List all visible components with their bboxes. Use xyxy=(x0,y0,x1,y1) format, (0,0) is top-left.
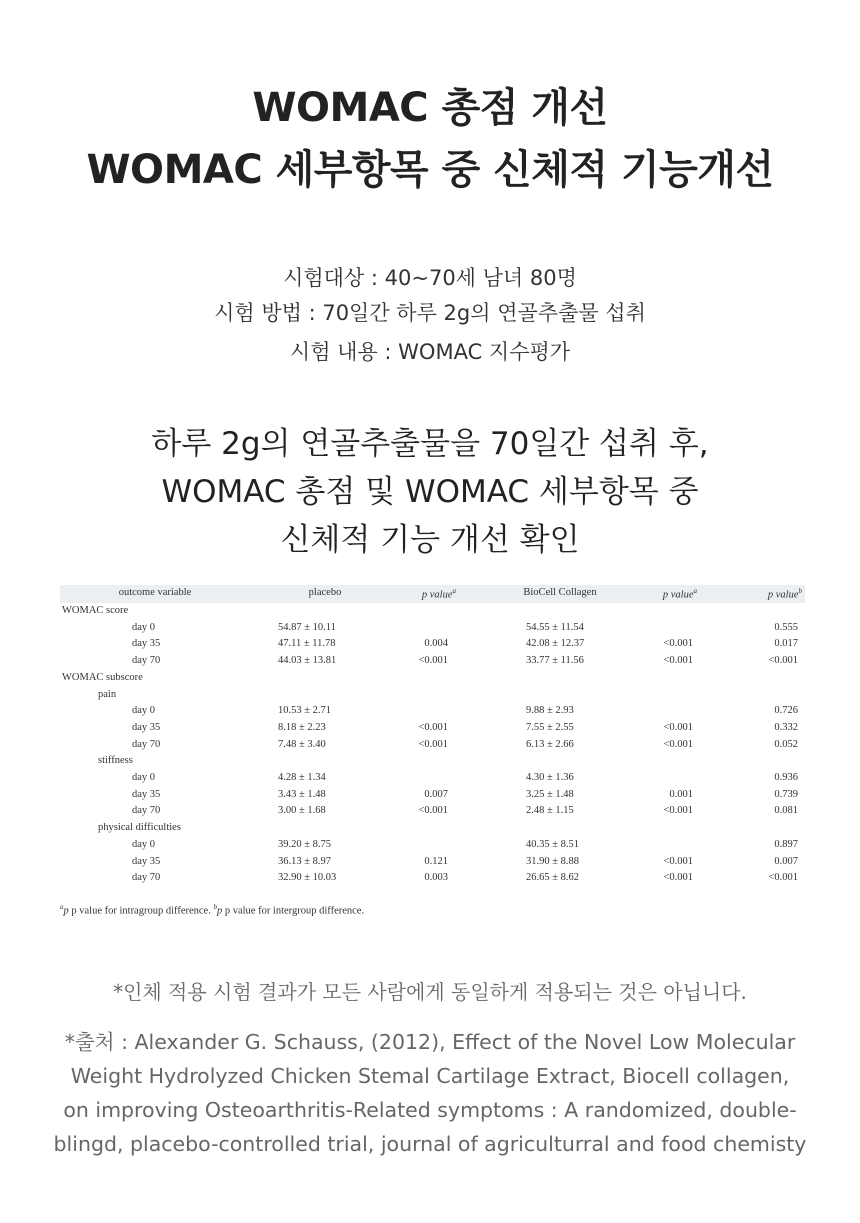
p-value-intergroup: 0.897 xyxy=(774,838,798,850)
header-outcome-variable: outcome variable xyxy=(118,587,192,598)
p-value-intergroup: 0.052 xyxy=(774,738,798,750)
table-footnote: $^a$p p value for intragroup difference. $^b$p p value for intergroup difference. xyxy=(60,903,365,917)
placebo-value: 54.87 ± 10.11 xyxy=(278,621,336,633)
header-p-value-placebo: p value$^a$ xyxy=(421,587,456,601)
biocell-value: 40.35 ± 8.51 xyxy=(526,838,580,850)
p-value-biocell: <0.001 xyxy=(663,655,693,667)
row-label: day 35 xyxy=(132,788,161,800)
p-value-intergroup: 0.017 xyxy=(774,638,798,650)
biocell-value: 2.48 ± 1.15 xyxy=(526,805,574,817)
p-value-biocell: <0.001 xyxy=(663,805,693,817)
biocell-value: 31.90 ± 8.88 xyxy=(526,855,580,867)
biocell-value: 54.55 ± 11.54 xyxy=(526,621,584,633)
p-value-placebo: <0.001 xyxy=(418,721,448,733)
table-header-row xyxy=(60,585,805,603)
summary-line-3: 신체적 기능 개선 확인 xyxy=(280,522,580,558)
row-label: pain xyxy=(98,688,117,700)
biocell-value: 4.30 ± 1.36 xyxy=(526,772,574,783)
row-label: WOMAC score xyxy=(62,605,129,616)
source-line-4: blingd, placebo-controlled trial, journal of agriculturral and food chemisty xyxy=(53,1132,807,1156)
p-value-placebo: <0.001 xyxy=(418,655,448,667)
p-value-intergroup: <0.001 xyxy=(768,872,798,884)
p-value-biocell: <0.001 xyxy=(663,638,693,650)
p-value-intergroup: 0.555 xyxy=(774,621,798,633)
placebo-value: 44.03 ± 13.81 xyxy=(278,655,337,667)
biocell-value: 9.88 ± 2.93 xyxy=(526,705,574,717)
p-value-biocell: <0.001 xyxy=(663,738,693,750)
source-line-1: *출처 : Alexander G. Schauss, (2012), Effect of the Novel Low Molecular xyxy=(64,1030,796,1054)
p-value-intergroup: 0.332 xyxy=(774,721,798,733)
placebo-value: 8.18 ± 2.23 xyxy=(278,721,326,733)
row-label: WOMAC subscore xyxy=(62,671,143,683)
p-value-intergroup: 0.726 xyxy=(774,705,798,717)
p-value-intergroup: 0.081 xyxy=(774,805,798,817)
row-label: day 0 xyxy=(132,621,156,633)
header-biocell-collagen: BioCell Collagen xyxy=(523,587,597,598)
row-label: stiffness xyxy=(98,755,133,767)
placebo-value: 7.48 ± 3.40 xyxy=(278,738,326,750)
row-label: day 70 xyxy=(132,738,161,750)
p-value-placebo: 0.003 xyxy=(424,872,448,884)
p-value-placebo: 0.121 xyxy=(424,855,448,867)
summary-line-1: 하루 2g의 연골추출물을 70일간 섭취 후, xyxy=(151,426,709,462)
trial-subjects: 시험대상 : 40~70세 남녀 80명 xyxy=(283,266,577,290)
p-value-biocell: <0.001 xyxy=(663,872,693,884)
summary-line-2: WOMAC 총점 및 WOMAC 세부항목 중 xyxy=(161,474,699,510)
p-value-intergroup: <0.001 xyxy=(768,655,798,667)
p-value-biocell: 0.001 xyxy=(669,788,693,800)
p-value-intergroup: 0.936 xyxy=(774,772,798,783)
trial-content: 시험 내용 : WOMAC 지수평가 xyxy=(289,340,571,364)
p-value-biocell: <0.001 xyxy=(663,721,693,733)
row-label: day 35 xyxy=(132,721,161,733)
biocell-value: 26.65 ± 8.62 xyxy=(526,872,580,884)
p-value-placebo: 0.007 xyxy=(424,788,448,800)
placebo-value: 3.00 ± 1.68 xyxy=(278,805,326,817)
biocell-value: 6.13 ± 2.66 xyxy=(526,738,574,750)
source-line-2: Weight Hydrolyzed Chicken Stemal Cartilage Extract, Biocell collagen, xyxy=(70,1064,790,1088)
placebo-value: 32.90 ± 10.03 xyxy=(278,872,337,884)
source-line-3: on improving Osteoarthritis-Related symptoms : A randomized, double- xyxy=(63,1098,797,1122)
p-value-intergroup: 0.739 xyxy=(774,788,798,800)
row-label: physical difficulties xyxy=(98,822,181,834)
biocell-value: 42.08 ± 12.37 xyxy=(526,638,585,650)
row-label: day 0 xyxy=(132,772,156,783)
biocell-value: 3.25 ± 1.48 xyxy=(526,788,574,800)
row-label: day 35 xyxy=(132,855,161,867)
row-label: day 70 xyxy=(132,805,161,817)
row-label: day 35 xyxy=(132,638,161,650)
p-value-placebo: <0.001 xyxy=(418,738,448,750)
header-p-value-biocell: p value$^a$ xyxy=(662,587,697,601)
placebo-value: 4.28 ± 1.34 xyxy=(278,772,326,783)
page-subtitle: WOMAC 세부항목 중 신체적 기능개선 xyxy=(86,147,774,193)
source-citation xyxy=(40,1025,820,1161)
placebo-value: 36.13 ± 8.97 xyxy=(278,855,332,867)
biocell-value: 7.55 ± 2.55 xyxy=(526,721,574,733)
placebo-value: 47.11 ± 11.78 xyxy=(278,638,336,650)
p-value-placebo: 0.004 xyxy=(424,638,448,650)
placebo-value: 39.20 ± 8.75 xyxy=(278,838,332,850)
row-label: day 70 xyxy=(132,872,161,884)
trial-method: 시험 방법 : 70일간 하루 2g의 연골추출물 섭취 xyxy=(214,301,646,325)
p-value-placebo: <0.001 xyxy=(418,805,448,817)
biocell-value: 33.77 ± 11.56 xyxy=(526,655,584,667)
row-label: day 0 xyxy=(132,838,156,850)
row-label: day 0 xyxy=(132,705,156,717)
placebo-value: 10.53 ± 2.71 xyxy=(278,705,332,717)
header-p-value-intergroup: p value$^b$ xyxy=(767,587,802,601)
row-label: day 70 xyxy=(132,655,161,667)
header-placebo: placebo xyxy=(308,587,342,598)
p-value-intergroup: 0.007 xyxy=(774,855,798,867)
placebo-value: 3.43 ± 1.48 xyxy=(278,788,326,800)
page-title: WOMAC 총점 개선 xyxy=(252,85,608,131)
disclaimer-note: *인체 적용 시험 결과가 모든 사람에게 동일하게 적용되는 것은 아닙니다. xyxy=(113,980,747,1004)
p-value-biocell: <0.001 xyxy=(663,855,693,867)
